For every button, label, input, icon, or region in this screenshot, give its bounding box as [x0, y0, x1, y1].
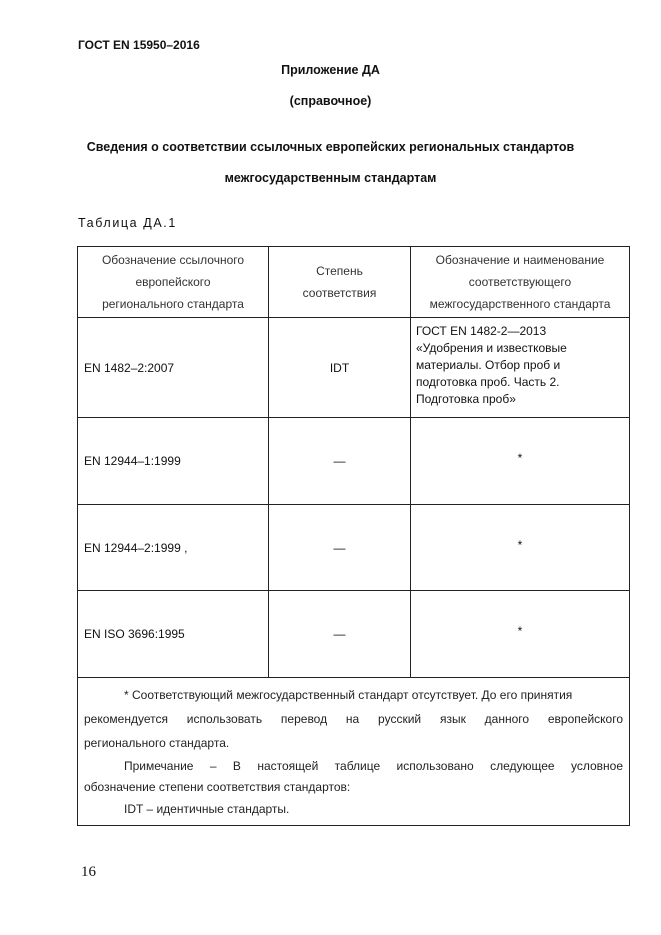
section-heading-line1: Сведения о соответствии ссылочных европейских региональных стандартов: [86, 140, 575, 154]
table-note-line: обозначение степени соответствия стандартов:: [84, 780, 351, 794]
table-cell-reference: EN ISO 3696:1995: [84, 627, 185, 641]
table-cell-degree: IDT: [329, 360, 350, 375]
table-cell-reference: EN 12944–2:1999 ,: [84, 540, 188, 555]
appendix-type: (справочное): [289, 94, 372, 108]
row-divider: [78, 677, 629, 678]
header-label: Обозначение и наименование соответствующего межгосударственного стандарта: [429, 253, 611, 311]
header-label: Обозначение ссылочного европейского регионального стандарта: [101, 253, 245, 311]
footnote-line: рекомендуется использовать перевод на русский язык данного европейского: [84, 712, 623, 726]
table-cell-degree: —: [333, 540, 346, 555]
header-degree: [269, 247, 410, 317]
page-number: 16: [81, 864, 96, 880]
table-cell-national: *: [517, 624, 523, 638]
footnote-asterisk: * Соответствующий межгосударственный стандарт отсутствует. До его принятия: [124, 688, 573, 702]
document-code: ГОСТ EN 15950–2016: [78, 38, 200, 52]
table-cell-national: ГОСТ EN 1482-2—2013 «Удобрения и известковые материалы. Отбор проб и подготовка проб. Часть 2. Подготовка проб»: [416, 324, 567, 406]
header-national-standard: [411, 247, 629, 317]
table-cell-national: *: [517, 538, 523, 552]
table-cell-degree: —: [333, 627, 346, 641]
table-cell-reference: EN 12944–1:1999: [84, 454, 181, 468]
correspondence-table: [77, 246, 630, 826]
header-label: Степень соответствия: [302, 264, 377, 300]
table-cell-degree: —: [333, 454, 346, 468]
footnote-line: регионального стандарта.: [84, 736, 230, 750]
table-cell-national: *: [517, 451, 523, 465]
section-heading-line2: межгосударственным стандартам: [224, 171, 437, 185]
table-note-line: IDT – идентичные стандарты.: [124, 802, 290, 816]
table-note: Примечание – В настоящей таблице использовано следующее условное: [124, 759, 623, 773]
table-caption: Таблица ДА.1: [78, 216, 177, 230]
table-cell-reference: EN 1482–2:2007: [84, 360, 175, 375]
appendix-title: Приложение ДА: [281, 63, 380, 77]
header-reference-standard: [78, 247, 268, 317]
